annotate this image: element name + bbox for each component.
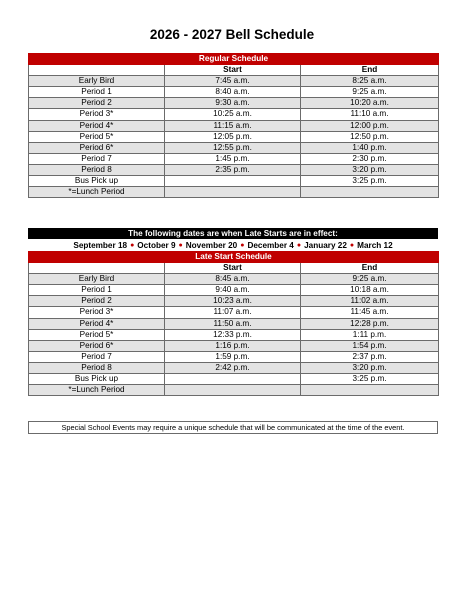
start-time-cell: 2:42 p.m. [165, 362, 301, 373]
table-row [29, 98, 439, 109]
late-start-dates [28, 240, 438, 251]
table-row [29, 109, 439, 120]
period-cell: Period 4* [29, 120, 165, 131]
header-cell-end: End [301, 65, 439, 76]
end-time-cell: 11:10 a.m. [301, 109, 439, 120]
start-time-cell: 10:25 a.m. [165, 109, 301, 120]
period-cell: *=Lunch Period [29, 385, 165, 396]
period-cell: Period 7 [29, 351, 165, 362]
table-row [29, 307, 439, 318]
end-time-cell: 8:25 a.m. [301, 76, 439, 87]
table-row [29, 351, 439, 362]
end-time-cell: 2:30 p.m. [301, 153, 439, 164]
late-date: January 22 [304, 241, 347, 250]
end-time-cell: 9:25 a.m. [301, 87, 439, 98]
end-time-cell: 11:02 a.m. [301, 296, 439, 307]
start-time-cell: 1:16 p.m. [165, 340, 301, 351]
page-title: 2026 - 2027 Bell Schedule [149, 27, 315, 42]
bullet-icon: ● [130, 242, 135, 249]
regular-schedule-banner: Regular Schedule [29, 54, 439, 65]
table-row [29, 362, 439, 373]
period-cell: Period 1 [29, 87, 165, 98]
period-cell: Period 3* [29, 307, 165, 318]
table-header-row [29, 263, 439, 274]
table-row [29, 120, 439, 131]
end-time-cell: 12:00 p.m. [301, 120, 439, 131]
period-cell: *=Lunch Period [29, 187, 165, 198]
table-row [29, 340, 439, 351]
table-row [29, 87, 439, 98]
period-cell: Period 1 [29, 285, 165, 296]
bullet-icon: ● [178, 242, 183, 249]
table-row [29, 329, 439, 340]
table-row [29, 374, 439, 385]
late-start-notice: The following dates are when Late Starts are in effect: [28, 228, 438, 239]
start-time-cell [165, 374, 301, 385]
late-date: September 18 [73, 241, 128, 250]
header-cell [29, 65, 165, 76]
start-time-cell: 11:50 a.m. [165, 318, 301, 329]
table-row [29, 142, 439, 153]
footer-note: Special School Events may require a unique schedule that will be communicated at the time of the event. [28, 421, 438, 434]
start-time-cell: 1:45 p.m. [165, 153, 301, 164]
bullet-icon: ● [349, 242, 355, 249]
end-time-cell: 3:20 p.m. [301, 164, 439, 175]
start-time-cell: 8:40 a.m. [165, 87, 301, 98]
start-time-cell: 8:45 a.m. [165, 274, 301, 285]
period-cell: Period 2 [29, 296, 165, 307]
start-time-cell: 9:30 a.m. [165, 98, 301, 109]
start-time-cell: 10:23 a.m. [165, 296, 301, 307]
period-cell: Bus Pick up [29, 374, 165, 385]
period-cell: Period 4* [29, 318, 165, 329]
table-row [29, 131, 439, 142]
end-time-cell: 11:45 a.m. [301, 307, 439, 318]
start-time-cell: 12:55 p.m. [165, 142, 301, 153]
end-time-cell [301, 187, 439, 198]
start-time-cell: 9:40 a.m. [165, 285, 301, 296]
end-time-cell: 10:20 a.m. [301, 98, 439, 109]
end-time-cell: 1:54 p.m. [301, 340, 439, 351]
start-time-cell [165, 176, 301, 187]
late-date: March 12 [357, 241, 393, 250]
period-cell: Period 2 [29, 98, 165, 109]
table-row [29, 385, 439, 396]
end-time-cell: 9:25 a.m. [301, 274, 439, 285]
end-time-cell: 2:37 p.m. [301, 351, 439, 362]
late-date: December 4 [247, 241, 294, 250]
period-cell: Bus Pick up [29, 176, 165, 187]
late-date: October 9 [137, 241, 176, 250]
end-time-cell: 12:28 p.m. [301, 318, 439, 329]
start-time-cell: 2:35 p.m. [165, 164, 301, 175]
table-row [29, 296, 439, 307]
header-cell-start: Start [165, 65, 301, 76]
start-time-cell: 7:45 a.m. [165, 76, 301, 87]
start-time-cell [165, 385, 301, 396]
period-cell: Period 7 [29, 153, 165, 164]
end-time-cell: 1:11 p.m. [301, 329, 439, 340]
table-header-row [29, 65, 439, 76]
table-row [29, 274, 439, 285]
start-time-cell [165, 187, 301, 198]
table-row [29, 164, 439, 175]
start-time-cell: 11:07 a.m. [165, 307, 301, 318]
period-cell: Period 8 [29, 362, 165, 373]
period-cell: Period 5* [29, 131, 165, 142]
end-time-cell: 3:20 p.m. [301, 362, 439, 373]
period-cell: Period 8 [29, 164, 165, 175]
bullet-icon: ● [296, 242, 302, 249]
late-date: November 20 [185, 241, 238, 250]
end-time-cell [301, 385, 439, 396]
start-time-cell: 12:05 p.m. [165, 131, 301, 142]
table-row [29, 187, 439, 198]
end-time-cell: 12:50 p.m. [301, 131, 439, 142]
regular-schedule-table [28, 53, 439, 198]
start-time-cell: 1:59 p.m. [165, 351, 301, 362]
late-start-schedule-table [28, 251, 439, 396]
period-cell: Period 6* [29, 340, 165, 351]
end-time-cell: 3:25 p.m. [301, 176, 439, 187]
table-row [29, 285, 439, 296]
end-time-cell: 3:25 p.m. [301, 374, 439, 385]
end-time-cell: 1:40 p.m. [301, 142, 439, 153]
start-time-cell: 12:33 p.m. [165, 329, 301, 340]
period-cell: Period 3* [29, 109, 165, 120]
late-start-schedule-banner: Late Start Schedule [29, 252, 439, 263]
header-cell-start: Start [165, 263, 301, 274]
table-row [29, 318, 439, 329]
bullet-icon: ● [240, 242, 245, 249]
table-row [29, 76, 439, 87]
period-cell: Early Bird [29, 274, 165, 285]
header-cell [29, 263, 165, 274]
table-row [29, 153, 439, 164]
period-cell: Early Bird [29, 76, 165, 87]
end-time-cell: 10:18 a.m. [301, 285, 439, 296]
header-cell-end: End [301, 263, 439, 274]
period-cell: Period 6* [29, 142, 165, 153]
start-time-cell: 11:15 a.m. [165, 120, 301, 131]
period-cell: Period 5* [29, 329, 165, 340]
table-row [29, 176, 439, 187]
